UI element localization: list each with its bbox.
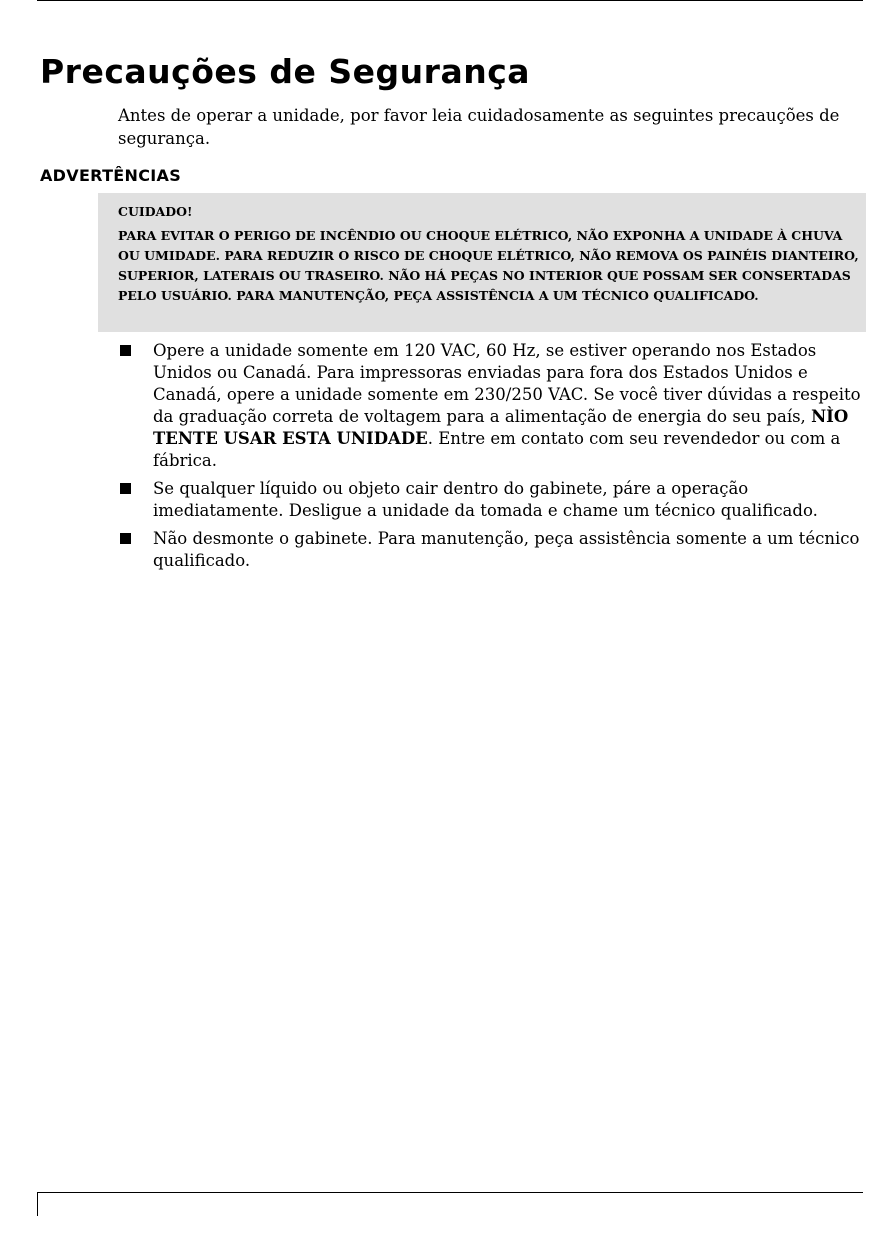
top-rule — [37, 0, 863, 1]
list-item — [118, 478, 866, 522]
square-bullet-icon — [120, 533, 131, 544]
warning-text: PARA EVITAR O PERIGO DE INCÊNDIO OU CHOQUE ELÉTRICO, NÃO EXPONHA A UNIDADE À CHUVA OU UMIDADE. PARA REDUZIR O RISCO DE CHOQUE ELÉTRICO, NÃO REMOVA OS PAINÉIS DIANTEIRO, SUPERIOR, LATERAIS OU TRASEIRO. NÃO HÁ PEÇAS NO INTERIOR QUE POSSAM SER CONSERTADAS PELO USUÁRIO. PARA MANUTENÇÃO, PEÇA ASSISTÊNCIA A UM TÉCNICO QUALIFICADO. — [118, 228, 859, 303]
list-item — [118, 340, 866, 472]
square-bullet-icon — [120, 345, 131, 356]
section-heading-warnings: ADVERTÊNCIAS — [40, 166, 182, 185]
bottom-rule — [37, 1192, 863, 1193]
warning-title: CUIDADO! — [118, 204, 193, 219]
intro-paragraph: Antes de operar a unidade, por favor leia cuidadosamente as seguintes precauções de segurança. — [118, 106, 840, 148]
list-item-text-end: . Entre em contato com seu revendedor ou com a fábrica. — [153, 429, 841, 470]
bottom-corner-tick — [37, 1192, 38, 1216]
page-title: Precauções de Segurança — [40, 52, 531, 91]
list-item-text: Não desmonte o gabinete. Para manutenção, peça assistência somente a um técnico qualificado. — [153, 529, 860, 570]
list-item-text-start: Opere a unidade somente em 120 VAC, 60 Hz, se estiver operando nos Estados Unidos ou Canadá. Para impressoras enviadas para fora dos Estados Unidos e Canadá, opere a unidade somente em 230/250 VAC. Se você tiver dúvidas a respeito da graduação correta de voltagem para a alimentação de energia do seu país, — [153, 341, 861, 426]
safety-list — [118, 340, 866, 578]
warning-box — [98, 193, 866, 332]
list-item — [118, 528, 866, 572]
list-item-text: Se qualquer líquido ou objeto cair dentro do gabinete, páre a operação imediatamente. Desligue a unidade da tomada e chame um técnico qualificado. — [153, 479, 818, 520]
list-item-bold-warning: NÌO TENTE USAR ESTA UNIDADE — [153, 407, 849, 448]
square-bullet-icon — [120, 483, 131, 494]
